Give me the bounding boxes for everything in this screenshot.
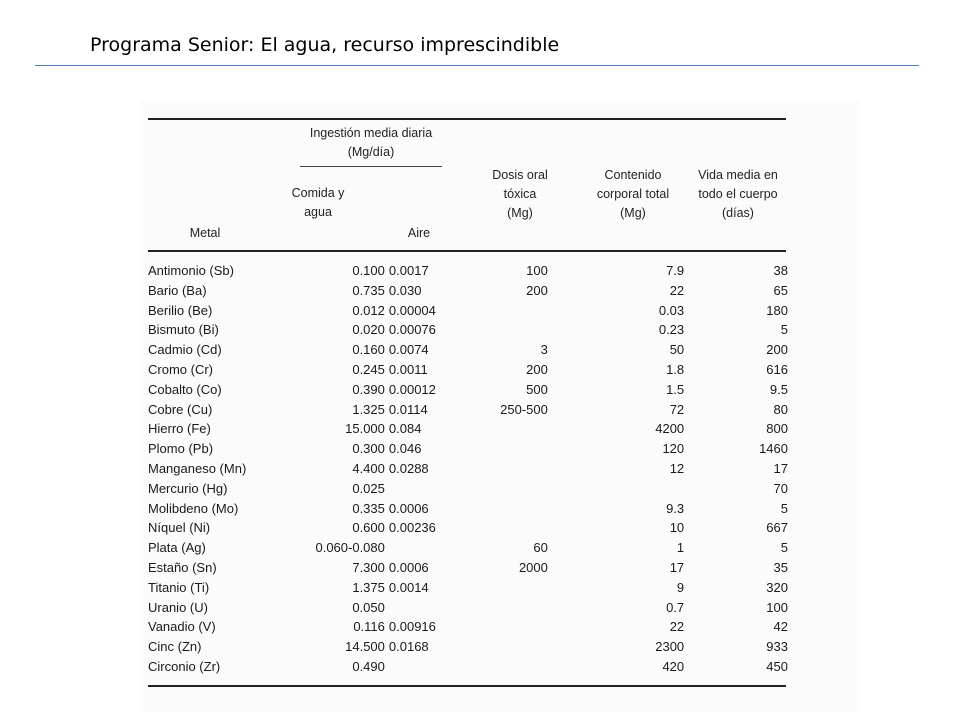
cell-dose	[478, 439, 548, 459]
table-row	[148, 380, 788, 400]
cell-dose	[478, 578, 548, 598]
cell-air: 0.00916	[388, 619, 436, 635]
cell-dose	[478, 320, 548, 340]
cell-life: 933	[766, 639, 788, 655]
cell-life: 800	[766, 421, 788, 437]
cell-food: 0.490	[352, 658, 385, 674]
cell-food: 0.300	[352, 441, 385, 457]
cell-life: 9.5	[769, 381, 788, 397]
header-life: Vida media en todo el cuerpo (días)	[698, 168, 778, 220]
cell-air: 0.00076	[388, 322, 436, 338]
cell-food: 0.012	[352, 302, 385, 318]
cell-air: 0.0011	[388, 361, 428, 377]
cell-metal: Antimonio (Sb)	[148, 263, 234, 278]
cell-body: 2300	[655, 639, 685, 655]
title-divider	[35, 65, 919, 66]
cell-food: 0.020	[352, 322, 385, 338]
cell-metal: Níquel (Ni)	[148, 520, 211, 536]
cell-air: 0.0006	[388, 559, 429, 575]
cell-metal: Bismuto (Bi)	[148, 322, 219, 338]
cell-metal: Cobre (Cu)	[148, 401, 213, 417]
cell-dose	[478, 499, 548, 519]
cell-life: 100	[766, 599, 788, 615]
cell-food: 0.600	[352, 520, 385, 536]
cell-food: 1.375	[352, 579, 385, 595]
table-row	[148, 360, 788, 380]
cell-air: 0.084	[388, 421, 422, 437]
cell-metal: Cobalto (Co)	[148, 381, 222, 397]
metals-table	[148, 118, 788, 687]
cell-dose	[478, 301, 548, 321]
cell-food: 0.025	[352, 480, 385, 496]
cell-food: 14.500	[345, 639, 385, 655]
cell-dose: 2000	[518, 559, 548, 575]
cell-life: 17	[773, 460, 788, 476]
cell-dose	[478, 598, 548, 618]
table-row	[148, 558, 788, 578]
cell-life: 667	[766, 520, 788, 536]
cell-life: 38	[773, 263, 788, 278]
cell-metal: Uranio (U)	[148, 599, 208, 615]
cell-dose	[478, 637, 548, 657]
cell-air	[385, 538, 478, 558]
cell-metal: Estaño (Sn)	[148, 559, 217, 575]
cell-body: 420	[662, 658, 685, 674]
cell-life: 320	[766, 579, 788, 595]
cell-air: 0.0074	[388, 342, 429, 358]
cell-dose	[478, 657, 548, 677]
cell-air: 0.0114	[388, 401, 428, 417]
cell-life: 200	[766, 342, 788, 358]
cell-metal: Molibdeno (Mo)	[148, 500, 239, 516]
cell-body: 0.7	[666, 599, 685, 615]
table-header	[148, 122, 788, 250]
cell-metal: Plata (Ag)	[148, 540, 206, 556]
cell-food: 0.735	[352, 282, 385, 298]
cell-body: 120	[662, 441, 685, 457]
cell-air: 0.030	[388, 282, 422, 298]
cell-food: 0.060-0.080	[315, 540, 385, 556]
cell-food: 0.050	[352, 599, 385, 615]
cell-life: 616	[766, 361, 788, 377]
cell-air	[385, 479, 478, 499]
table-header-rule	[148, 250, 786, 252]
cell-air	[385, 657, 478, 677]
header-group-underline	[300, 166, 442, 167]
cell-food: 0.245	[352, 361, 385, 377]
cell-food: 15.000	[345, 421, 385, 437]
cell-body	[548, 479, 684, 499]
cell-life: 1460	[759, 441, 788, 457]
table-row	[148, 479, 788, 499]
cell-metal: Plomo (Pb)	[148, 441, 214, 457]
cell-air: 0.046	[388, 441, 422, 457]
cell-body: 22	[669, 282, 685, 298]
cell-metal: Hierro (Fe)	[148, 421, 211, 437]
table-row	[148, 538, 788, 558]
table-row	[148, 578, 788, 598]
header-metal: Metal	[189, 226, 221, 240]
header-air: Aire	[407, 226, 431, 240]
cell-life: 5	[780, 540, 788, 556]
cell-body: 7.9	[666, 263, 685, 278]
cell-air	[385, 598, 478, 618]
table-body	[148, 261, 788, 677]
cell-food: 0.116	[353, 619, 385, 635]
cell-life: 42	[773, 619, 788, 635]
cell-body: 1.8	[666, 361, 685, 377]
table-row	[148, 518, 788, 538]
cell-body: 50	[669, 342, 685, 358]
table-row	[148, 617, 788, 637]
cell-dose: 3	[540, 342, 548, 358]
header-food: Comida y agua	[291, 186, 345, 219]
cell-dose	[478, 617, 548, 637]
cell-dose	[478, 518, 548, 538]
table-row	[148, 261, 788, 281]
cell-body: 1.5	[666, 381, 685, 397]
cell-dose: 100	[526, 263, 548, 278]
cell-life: 70	[773, 480, 788, 496]
cell-life: 5	[780, 500, 788, 516]
cell-food: 0.390	[352, 381, 385, 397]
table-row	[148, 281, 788, 301]
slide-title: Programa Senior: El agua, recurso imprescindible	[90, 34, 560, 56]
cell-air: 0.0168	[388, 639, 429, 655]
cell-body: 9.3	[666, 500, 685, 516]
table-row	[148, 419, 788, 439]
table-row	[148, 439, 788, 459]
cell-dose	[478, 479, 548, 499]
cell-air: 0.00236	[388, 520, 436, 536]
header-intake-group: Ingestión media diaria (Mg/día)	[309, 126, 433, 159]
cell-dose	[478, 419, 548, 439]
table-row	[148, 598, 788, 618]
cell-life: 65	[773, 282, 788, 298]
cell-air: 0.0288	[388, 460, 429, 476]
table-bottom-rule	[148, 685, 786, 687]
cell-life: 5	[780, 322, 788, 338]
cell-body: 9	[676, 579, 685, 595]
cell-dose: 60	[533, 540, 548, 556]
cell-body: 0.03	[658, 302, 685, 318]
cell-body: 12	[669, 460, 685, 476]
cell-body: 0.23	[658, 322, 685, 338]
table-top-rule	[148, 118, 786, 120]
cell-body: 4200	[655, 421, 685, 437]
header-body: Contenido corporal total (Mg)	[596, 168, 670, 220]
cell-life: 80	[773, 401, 788, 417]
cell-air: 0.0014	[388, 579, 429, 595]
cell-metal: Mercurio (Hg)	[148, 480, 228, 496]
table-row	[148, 340, 788, 360]
table-row	[148, 320, 788, 340]
header-dose: Dosis oral tóxica (Mg)	[492, 168, 548, 220]
table-row	[148, 499, 788, 519]
cell-life: 450	[766, 658, 788, 674]
table-row	[148, 400, 788, 420]
cell-food: 0.335	[352, 500, 385, 516]
cell-food: 1.325	[352, 401, 385, 417]
table-row	[148, 459, 788, 479]
cell-metal: Bario (Ba)	[148, 282, 207, 298]
cell-air: 0.00004	[388, 302, 436, 318]
cell-body: 10	[669, 520, 685, 536]
cell-air: 0.0006	[388, 500, 429, 516]
cell-food: 0.100	[352, 263, 385, 278]
cell-metal: Vanadio (V)	[148, 619, 216, 635]
table-row	[148, 301, 788, 321]
cell-body: 72	[669, 401, 685, 417]
cell-dose: 500	[526, 381, 548, 397]
cell-metal: Cadmio (Cd)	[148, 342, 222, 358]
cell-dose: 200	[526, 361, 548, 377]
cell-food: 4.400	[352, 460, 385, 476]
cell-dose	[478, 459, 548, 479]
cell-air: 0.0017	[388, 263, 429, 278]
cell-dose: 250-500	[500, 401, 548, 417]
cell-body: 17	[669, 559, 685, 575]
cell-life: 180	[766, 302, 788, 318]
cell-metal: Manganeso (Mn)	[148, 460, 247, 476]
cell-life: 35	[773, 559, 788, 575]
table-row	[148, 637, 788, 657]
cell-body: 22	[669, 619, 685, 635]
cell-body: 1	[676, 540, 685, 556]
cell-metal: Titanio (Ti)	[148, 579, 210, 595]
cell-metal: Cinc (Zn)	[148, 639, 202, 655]
cell-metal: Cromo (Cr)	[148, 361, 213, 377]
table-row	[148, 657, 788, 677]
cell-dose: 200	[526, 282, 548, 298]
cell-metal: Berilio (Be)	[148, 302, 213, 318]
cell-food: 0.160	[352, 342, 385, 358]
cell-air: 0.00012	[388, 381, 436, 397]
cell-metal: Circonio (Zr)	[148, 658, 221, 674]
cell-food: 7.300	[352, 559, 385, 575]
